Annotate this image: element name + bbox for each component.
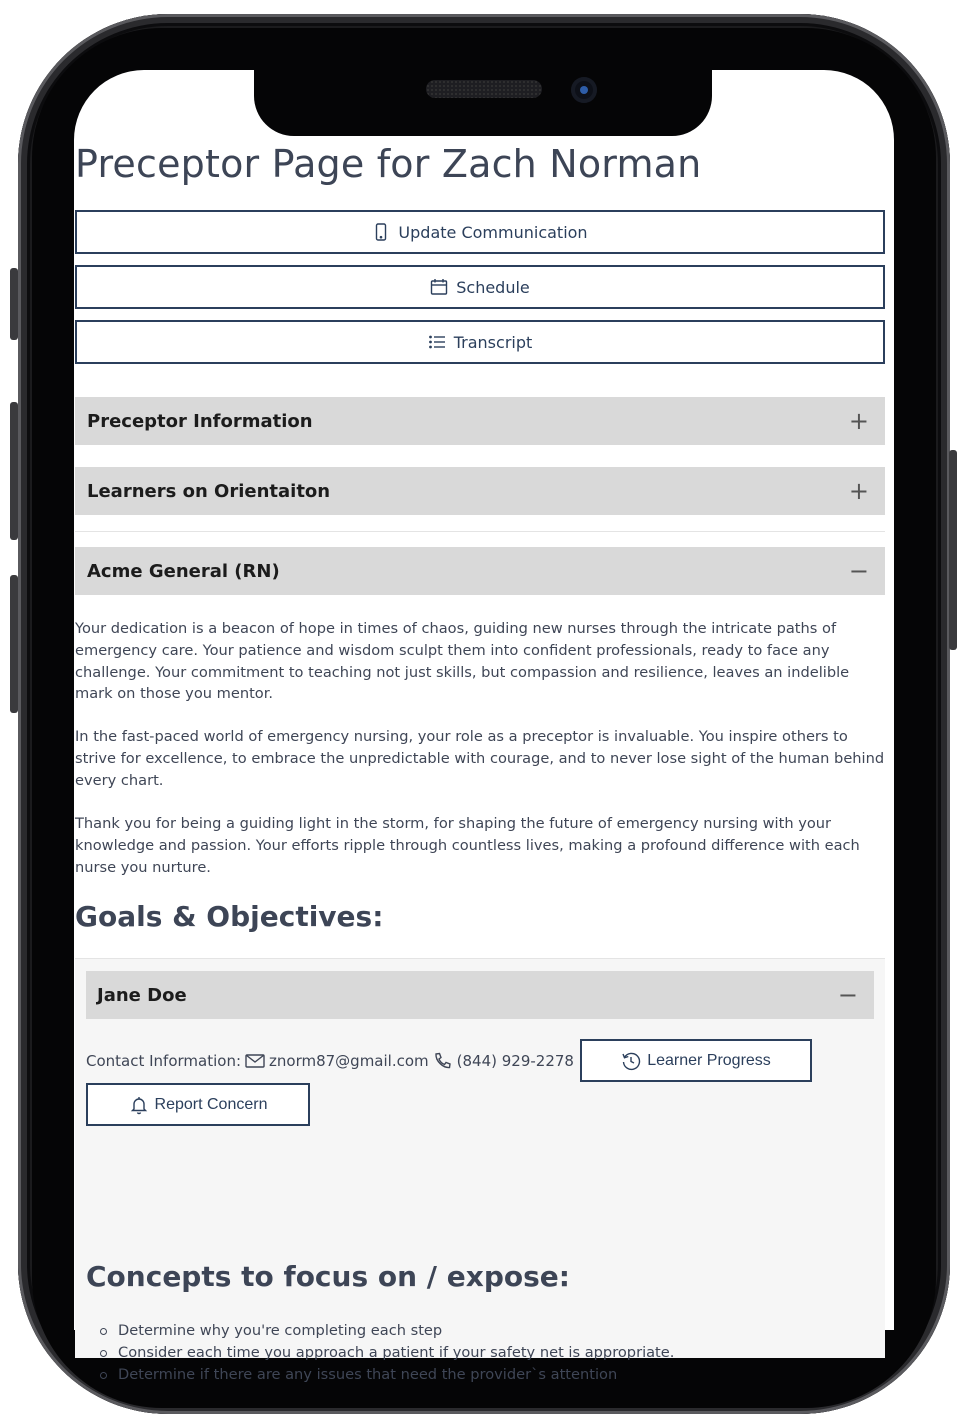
divider bbox=[75, 958, 885, 959]
concepts-list bbox=[118, 1320, 674, 1385]
learner-progress-button[interactable] bbox=[580, 1039, 812, 1082]
acme-paragraph-1: Your dedication is a beacon of hope in times of chaos, guiding new nurses through the intricate paths of emergency care. Your patience and wisdom sculpt them into confident professionals, ready to face any challenge. Your commitment to teaching not just skills, but compassion and resilience, leaves an indelible mark on those you mentor. bbox=[75, 620, 850, 703]
transcript-button[interactable] bbox=[75, 320, 885, 364]
learner-progress-label: Learner Progress bbox=[647, 1051, 771, 1069]
phone-icon bbox=[372, 223, 390, 241]
acme-paragraph-3: Thank you for being a guiding light in the storm, for shaping the future of emergency nursing with your knowledge and passion. Your efforts ripple through countless lives, making a profound difference with each nurse you nurture. bbox=[75, 815, 860, 876]
transcript-label: Transcript bbox=[453, 332, 533, 352]
concepts-title: Concepts to focus on / expose: bbox=[86, 1260, 570, 1293]
phone-notch bbox=[254, 62, 712, 136]
telephone-icon bbox=[433, 1052, 453, 1070]
report-concern-label: Report Concern bbox=[154, 1095, 268, 1113]
contact-email[interactable]: znorm87@gmail.com bbox=[269, 1052, 429, 1070]
acme-paragraph-2: In the fast-paced world of emergency nursing, your role as a preceptor is invaluable. You inspire others to strive for excellence, to embrace the unpredictable with courage, and to never lose sight of the human behind every chart. bbox=[75, 728, 885, 789]
phone-screen bbox=[74, 70, 894, 1383]
list-item: Determine why you're completing each step bbox=[118, 1320, 674, 1342]
learner-panel bbox=[75, 958, 885, 1383]
report-concern-button[interactable] bbox=[86, 1083, 310, 1126]
update-communication-label: Update Communication bbox=[398, 222, 588, 242]
accordion-title: Learners on Orientaiton bbox=[87, 480, 331, 502]
front-camera bbox=[571, 77, 597, 103]
power-button bbox=[949, 450, 957, 650]
history-icon bbox=[621, 1051, 641, 1071]
expand-plus-icon[interactable]: + bbox=[848, 477, 869, 505]
calendar-icon bbox=[430, 278, 448, 296]
list-icon bbox=[428, 333, 446, 351]
bell-icon bbox=[129, 1095, 149, 1115]
learner-name: Jane Doe bbox=[97, 984, 187, 1006]
accordion-title: Acme General (RN) bbox=[87, 560, 280, 582]
contact-phone[interactable]: (844) 929-2278 bbox=[456, 1052, 574, 1070]
schedule-button[interactable] bbox=[75, 265, 885, 309]
volume-up-button bbox=[10, 402, 18, 540]
list-item: Determine if there are any issues that need the provider`s attention bbox=[118, 1364, 674, 1386]
envelope-icon bbox=[245, 1052, 265, 1070]
accordion-acme-general[interactable] bbox=[75, 547, 885, 595]
schedule-label: Schedule bbox=[456, 277, 530, 297]
divider bbox=[75, 531, 885, 532]
speaker-grille bbox=[426, 80, 542, 98]
update-communication-button[interactable] bbox=[75, 210, 885, 254]
accordion-title: Preceptor Information bbox=[87, 410, 313, 432]
page-title: Preceptor Page for Zach Norman bbox=[75, 142, 702, 186]
list-item: Consider each time you approach a patient if your safety net is appropriate. bbox=[118, 1342, 674, 1364]
accordion-learners-on-orientation[interactable] bbox=[75, 467, 885, 515]
contact-row bbox=[86, 1052, 574, 1070]
volume-down-button bbox=[10, 575, 18, 713]
accordion-preceptor-information[interactable] bbox=[75, 397, 885, 445]
goals-title: Goals & Objectives: bbox=[75, 900, 384, 933]
accordion-learner-jane-doe[interactable] bbox=[86, 971, 874, 1019]
contact-label: Contact Information: bbox=[86, 1052, 242, 1070]
collapse-minus-icon[interactable]: − bbox=[837, 981, 858, 1009]
expand-plus-icon[interactable]: + bbox=[848, 407, 869, 435]
collapse-minus-icon[interactable]: − bbox=[848, 557, 869, 585]
silent-switch bbox=[10, 268, 18, 340]
